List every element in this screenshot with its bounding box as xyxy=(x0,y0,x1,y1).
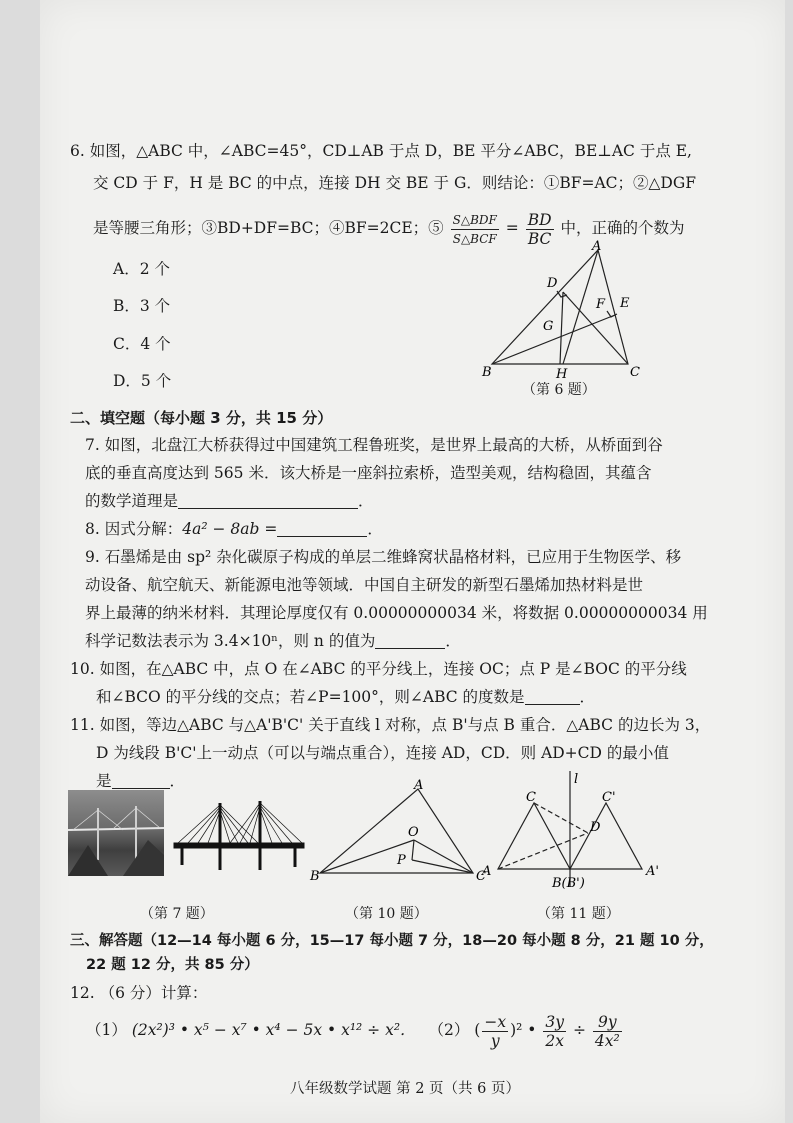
q11-symmetry-figure xyxy=(478,765,668,895)
q8-line xyxy=(85,518,383,540)
q9-line3: 界上最薄的纳米材料．其理论厚度仅有 0.00000000034 米，将数据 0.00000000034 用 xyxy=(85,604,708,622)
q12-frac1-den: y xyxy=(490,1031,500,1050)
q10-caption: （第 10 题） xyxy=(345,906,428,922)
q11-label-bbp: B(B') xyxy=(552,876,585,891)
q12-frac1 xyxy=(482,1013,508,1050)
page-footer: 八年级数学试题 第 2 页（共 6 页） xyxy=(290,1081,520,1097)
q11-line3 xyxy=(96,770,185,792)
q7-line3-text: 的数学道理是 xyxy=(85,492,179,510)
q12-part2-mid: )² • xyxy=(510,1021,537,1039)
section2-title: 二、填空题（每小题 3 分，共 15 分） xyxy=(70,409,333,427)
q7-caption: （第 7 题） xyxy=(140,906,214,922)
q9-line1: 9. 石墨烯是由 sp² 杂化碳原子构成的单层二维蜂窝状晶格材料，已应用于生物医学、移 xyxy=(85,548,682,566)
q12-title: 12. （6 分）计算： xyxy=(70,984,208,1002)
q11-label-ap: A' xyxy=(646,864,659,879)
q6-triangle-abc xyxy=(492,250,628,364)
section3-title2: 22 题 12 分，共 85 分） xyxy=(86,957,259,973)
q10-end: ． xyxy=(579,688,596,706)
q6-line2: 交 CD 于 F，H 是 BC 的中点，连接 DH 交 BE 于 G．则结论：①BF=AC；②△DGF xyxy=(93,174,696,192)
q6-label-h: H xyxy=(556,367,568,380)
q6-label-c: C xyxy=(630,365,640,380)
q6-label-f: F xyxy=(596,297,606,312)
q8-end: ． xyxy=(367,520,383,538)
q6-line1: 6. 如图，△ABC 中，∠ABC=45°，CD⊥AB 于点 D，BE 平分∠ABC，BE⊥AC 于点 E, xyxy=(70,142,692,160)
q12-part2-open: ( xyxy=(474,1021,481,1039)
q11-label-cp: C' xyxy=(602,790,616,805)
q7-bridge-photo xyxy=(68,790,164,876)
q6-triangle-figure xyxy=(480,240,655,380)
q6-label-e: E xyxy=(620,296,630,311)
q11-label-d: D xyxy=(590,820,601,835)
q11-label-c: C xyxy=(526,790,536,805)
q12-frac3-den: 4x² xyxy=(594,1031,620,1050)
q12-frac1-num: −x xyxy=(484,1012,507,1031)
q12-div-sign: ÷ xyxy=(572,1021,586,1039)
q11-caption: （第 11 题） xyxy=(537,906,620,922)
q8-expr: 4a² − 8ab = xyxy=(182,520,278,538)
q10-label-b: B xyxy=(310,869,320,884)
q7-photo-bridge-drawing xyxy=(68,790,164,876)
q10-line1: 10. 如图，在△ABC 中，点 O 在∠ABC 的平分线上，连接 OC；点 P 是∠BOC 的平分线 xyxy=(70,660,687,678)
q9-line2: 动设备、航空航天、新能源电池等领域．中国自主研发的新型石墨烯加热材料是世 xyxy=(85,576,644,594)
q6-frac2-den: BC xyxy=(527,229,552,248)
q12-part2-label: （2） xyxy=(428,1021,470,1039)
q8-text: 8. 因式分解： xyxy=(85,520,183,538)
q9-line4 xyxy=(85,630,461,652)
q6-eq: = xyxy=(505,219,519,237)
q12-frac2 xyxy=(543,1013,566,1050)
q12-part1-label: （1） xyxy=(86,1021,127,1039)
q7-answer-blank[interactable] xyxy=(178,492,358,509)
section3-title: 三、解答题（12—14 每小题 6 分，15—17 每小题 7 分，18—20 每小题 8 分，21 题 10 分， xyxy=(70,933,714,949)
q6-label-d: D xyxy=(547,276,558,291)
q7-line2: 底的垂直高度达到 565 米．该大桥是一座斜拉索桥，造型美观，结构稳固，其蕴含 xyxy=(85,464,652,482)
q11-answer-blank[interactable] xyxy=(112,772,170,789)
q11-line2: D 为线段 B'C'上一动点（可以与端点重合），连接 AD，CD．则 AD+CD 的最小值 xyxy=(96,744,669,762)
q7-line3 xyxy=(85,490,374,512)
q10-triangle-figure xyxy=(308,775,488,885)
q6-option-a[interactable]: A．2 个 xyxy=(113,260,170,278)
q8-answer-blank[interactable] xyxy=(277,520,367,537)
q11-line3-text: 是 xyxy=(96,772,112,790)
q9-line4-text: 科学记数法表示为 3.4×10ⁿ，则 n 的值为 xyxy=(85,632,376,650)
q11-end: ． xyxy=(169,772,186,790)
q6-frac-den: S△BCF xyxy=(452,231,497,246)
q6-frac2-num: BD xyxy=(527,210,552,229)
q6-label-b: B xyxy=(482,365,492,380)
q7-bridge-drawing xyxy=(170,795,310,875)
q12-frac3-num: 9y xyxy=(593,1013,622,1032)
q7-line1: 7. 如图，北盘江大桥获得过中国建筑工程鲁班奖，是世界上最高的大桥，从桥面到谷 xyxy=(85,436,663,454)
q6-line3-end: 中，正确的个数为 xyxy=(560,219,685,237)
q6-label-g: G xyxy=(543,319,554,334)
q12-frac2-num: 3y xyxy=(545,1012,564,1031)
q12-parts xyxy=(86,1010,624,1050)
q10-label-p: P xyxy=(397,853,406,868)
q11-label-l: l xyxy=(574,772,579,787)
q11-line1: 11. 如图，等边△ABC 与△A'B'C' 关于直线 l 对称，点 B'与点 B 重合．△ABC 的边长为 3， xyxy=(70,716,711,734)
q10-line2-text: 和∠BCO 的平分线的交点；若∠P=100°，则∠ABC 的度数是 xyxy=(96,688,525,706)
q6-frac-num: S△BDF xyxy=(451,211,499,230)
q9-end: ． xyxy=(445,632,461,650)
q7-end: ． xyxy=(358,492,374,510)
q9-answer-blank[interactable] xyxy=(375,632,445,649)
q10-label-c: C xyxy=(476,869,486,884)
q6-option-b[interactable]: B．3 个 xyxy=(113,297,171,315)
q12-frac3 xyxy=(593,1013,622,1050)
q10-answer-blank[interactable] xyxy=(525,688,580,705)
q6-line3-text: 是等腰三角形；③BD+DF=BC；④BF=2CE；⑤ xyxy=(93,219,444,237)
q12-part1-expr: (2x²)³ • x⁵ − x⁷ • x⁴ − 5x • x¹² ÷ x²． xyxy=(131,1021,416,1039)
q10-label-o: O xyxy=(408,825,419,840)
q12-frac2-den: 2x xyxy=(545,1031,564,1050)
q6-label-a: A xyxy=(592,240,602,254)
q6-caption: （第 6 题） xyxy=(522,382,596,398)
q10-label-a: A xyxy=(414,778,424,793)
q6-option-c[interactable]: C．4 个 xyxy=(113,335,171,353)
exam-page xyxy=(40,0,785,1123)
q10-line2 xyxy=(96,686,595,708)
q6-option-d[interactable]: D．5 个 xyxy=(113,372,172,390)
q11-label-a: A xyxy=(482,864,492,879)
